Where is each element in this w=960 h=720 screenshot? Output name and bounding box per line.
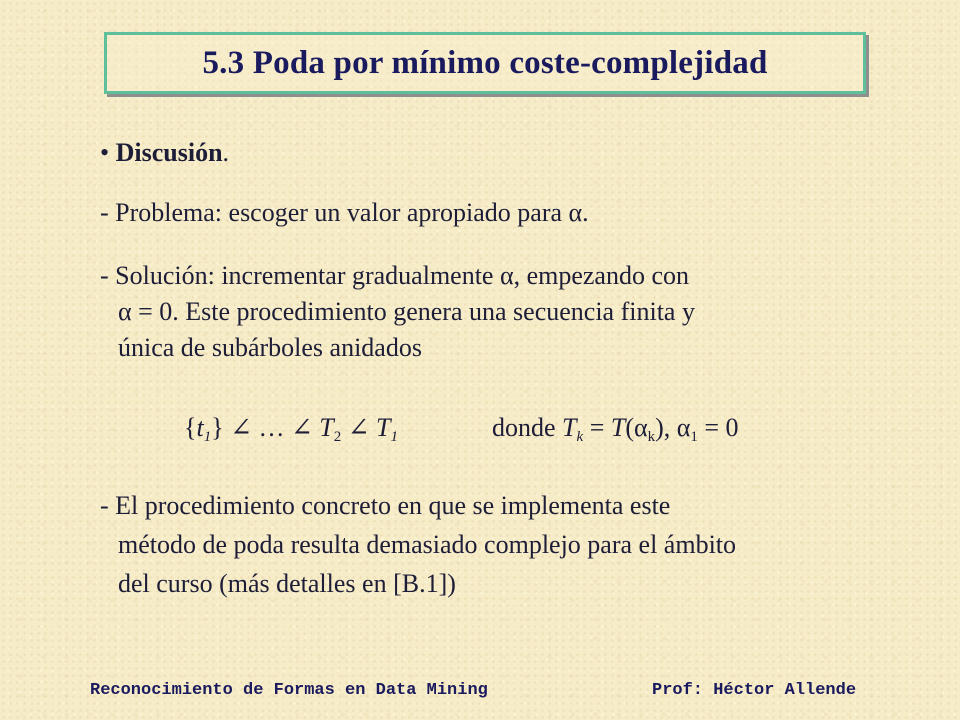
formula-T1: T [376,413,391,442]
formula-Tk-sub: k [576,429,584,445]
formula-brace-open: { [184,413,197,442]
formula-Tk: T [562,413,577,442]
footer-course: Reconocimiento de Formas en Data Mining [90,681,488,700]
bullet-heading-suffix: . [222,138,230,167]
bullet-marker: • [100,138,110,167]
formula-equals-zero: = 0 [697,413,739,442]
formula-alpha-k: (α [625,413,648,442]
formula-alpha-1-sub: 1 [690,429,698,445]
solucion-line-3: única de subárboles anidados [118,333,422,362]
nested-subtrees-formula [184,413,398,443]
formula-relation-1: ∠ … ∠ [223,413,320,442]
solucion-line-1: - Solución: incrementar gradualmente α, empezando con [100,261,690,290]
formula-T2: T [319,413,334,442]
formula-t-sub: 1 [203,429,212,445]
formula-T-of: T [610,413,626,442]
solucion-line-2: α = 0. Este procedimiento genera una secuencia finita y [118,297,695,326]
formula-T2-sub: 2 [333,429,342,445]
formula-relation-2: ∠ [341,413,377,442]
formula-brace-close: } [211,413,224,442]
formula-T1-sub: 1 [390,429,399,445]
procedimiento-line-3: del curso (más detalles en [B.1]) [118,569,456,598]
formula-donde: donde [492,413,563,442]
formula-t: t [196,413,204,442]
footer-author: Prof: Héctor Allende [652,681,857,700]
procedimiento-line-1: - El procedimiento concreto en que se implementa este [100,491,671,520]
bullet-heading-line [100,138,229,168]
bullet-heading: Discusión [115,138,223,167]
formula-alpha-k-sub: k [647,429,656,445]
problema-line: - Problema: escoger un valor apropiado para α. [100,198,589,227]
procedimiento-line-2: método de poda resulta demasiado complejo para el ámbito [118,530,737,559]
formula-definition [492,413,739,443]
slide-title-box [104,32,866,94]
formula-equals-1: = [583,413,611,442]
formula-alpha-1: ), α [655,413,691,442]
slide-title: 5.3 Poda por mínimo coste-complejidad [202,44,768,81]
